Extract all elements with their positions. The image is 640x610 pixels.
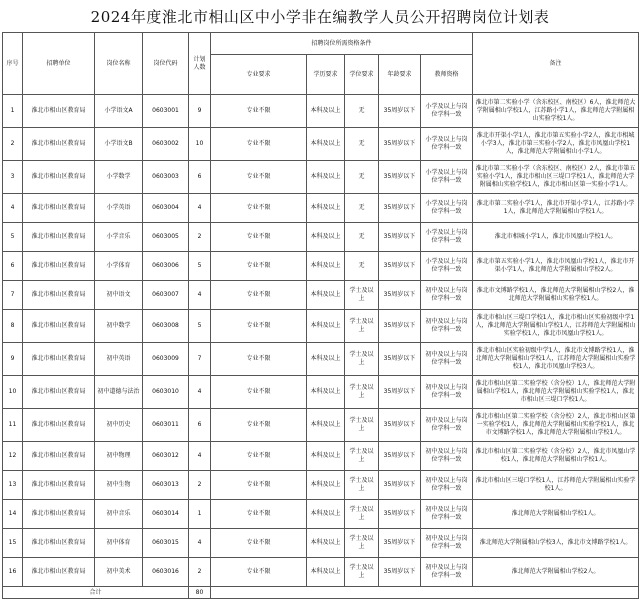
cell-post: 小学语文A [95, 95, 143, 128]
cell-degree: 无 [345, 128, 379, 161]
cell-major: 专业不限 [211, 343, 307, 376]
cell-count: 4 [189, 442, 211, 471]
cell-code: 0603014 [143, 500, 189, 529]
table-row [3, 223, 639, 252]
cell-education: 本科及以上 [307, 128, 345, 161]
cell-age: 35周岁以下 [379, 95, 421, 128]
cell-major: 专业不限 [211, 558, 307, 587]
cell-age: 35周岁以下 [379, 310, 421, 343]
cell-code: 0603002 [143, 128, 189, 161]
cell-code: 0603003 [143, 161, 189, 194]
table-row [3, 409, 639, 442]
cell-note: 淮北市第五实验小学1人，淮北市凤凰山学校1人，淮北市开渠小学1人，淮北师范大学附属相山学校2人。 [473, 252, 639, 281]
table-row [3, 281, 639, 310]
cell-note: 淮北师范大学附属相山学校2人。 [473, 558, 639, 587]
cell-cert: 初中及以上与岗位学科一致 [421, 310, 473, 343]
cell-post: 初中美术 [95, 558, 143, 587]
cell-cert: 小学及以上与岗位学科一致 [421, 194, 473, 223]
cell-seq: 14 [3, 500, 23, 529]
cell-degree: 无 [345, 194, 379, 223]
cell-seq: 10 [3, 376, 23, 409]
cell-education: 本科及以上 [307, 558, 345, 587]
cell-seq: 6 [3, 252, 23, 281]
header-seq: 序号 [3, 33, 23, 95]
cell-unit: 淮北市相山区教育局 [23, 409, 95, 442]
header-education: 学历要求 [307, 55, 345, 95]
cell-seq: 8 [3, 310, 23, 343]
cell-post: 小学音乐 [95, 223, 143, 252]
total-count: 80 [189, 587, 211, 599]
cell-seq: 12 [3, 442, 23, 471]
cell-age: 35周岁以下 [379, 161, 421, 194]
cell-major: 专业不限 [211, 376, 307, 409]
header-note: 备注 [473, 33, 639, 95]
cell-seq: 4 [3, 194, 23, 223]
cell-post: 初中语文 [95, 281, 143, 310]
table-row [3, 343, 639, 376]
cell-degree: 学士及以上 [345, 442, 379, 471]
cell-code: 0603005 [143, 223, 189, 252]
cell-major: 专业不限 [211, 161, 307, 194]
header-teacher-cert: 教师资格 [421, 55, 473, 95]
page-title: 2024年度淮北市相山区中小学非在编教学人员公开招聘岗位计划表 [90, 8, 550, 26]
cell-count: 4 [189, 529, 211, 558]
cell-note: 淮北市开渠小学1人，淮北市第五实验小学2人，淮北市相城小学3人，淮北市第三实验小学2人，淮北市凤凰山学校1人，淮北师范大学附属相山小学1人。 [473, 128, 639, 161]
table-header [3, 33, 639, 95]
cell-code: 0603016 [143, 558, 189, 587]
cell-major: 专业不限 [211, 223, 307, 252]
cell-age: 35周岁以下 [379, 442, 421, 471]
cell-cert: 小学及以上与岗位学科一致 [421, 252, 473, 281]
header-conditions: 招聘岗位所需资格条件 [211, 33, 473, 55]
cell-count: 6 [189, 161, 211, 194]
cell-seq: 15 [3, 529, 23, 558]
table-row [3, 128, 639, 161]
cell-degree: 学士及以上 [345, 409, 379, 442]
header-post-code: 岗位代码 [143, 33, 189, 95]
cell-post: 初中英语 [95, 343, 143, 376]
table-row [3, 95, 639, 128]
header-post-name: 岗位名称 [95, 33, 143, 95]
cell-age: 35周岁以下 [379, 343, 421, 376]
cell-major: 专业不限 [211, 500, 307, 529]
cell-education: 本科及以上 [307, 223, 345, 252]
cell-unit: 淮北市相山区教育局 [23, 310, 95, 343]
cell-unit: 淮北市相山区教育局 [23, 558, 95, 587]
cell-seq: 9 [3, 343, 23, 376]
cell-education: 本科及以上 [307, 161, 345, 194]
cell-count: 2 [189, 223, 211, 252]
table-body [3, 95, 639, 599]
cell-note: 淮北市第二实验小学（含东校区、南校区）6人，淮北师范大学附属相山学校1人，江苏路小学1人，淮北师范大学附属相山实验学校1人。 [473, 95, 639, 128]
table-row [3, 310, 639, 343]
cell-note: 淮北市相山区三堤口学校1人，江苏师范大学附属相山实验学校1人。 [473, 471, 639, 500]
cell-age: 35周岁以下 [379, 223, 421, 252]
cell-education: 本科及以上 [307, 529, 345, 558]
table-row [3, 558, 639, 587]
cell-count: 5 [189, 310, 211, 343]
cell-post: 小学英语 [95, 194, 143, 223]
cell-code: 0603004 [143, 194, 189, 223]
table-row [3, 500, 639, 529]
cell-education: 本科及以上 [307, 471, 345, 500]
cell-unit: 淮北市相山区教育局 [23, 95, 95, 128]
recruitment-table [2, 32, 639, 599]
cell-post: 初中体育 [95, 529, 143, 558]
cell-degree: 学士及以上 [345, 310, 379, 343]
cell-post: 初中道德与法治 [95, 376, 143, 409]
cell-major: 专业不限 [211, 95, 307, 128]
header-major: 专业要求 [211, 55, 307, 95]
cell-count: 2 [189, 471, 211, 500]
cell-major: 专业不限 [211, 128, 307, 161]
cell-cert: 初中及以上与岗位学科一致 [421, 343, 473, 376]
cell-education: 本科及以上 [307, 310, 345, 343]
cell-age: 35周岁以下 [379, 471, 421, 500]
cell-education: 本科及以上 [307, 343, 345, 376]
cell-note: 淮北市相山区第二实验学校（含分校）2人，淮北市相山区第一实验学校1人，淮北师范大学附属相山实验学校1人，淮北市文博路学校1人，淮北师范大学附属相山学校1人。 [473, 409, 639, 442]
cell-cert: 小学及以上与岗位学科一致 [421, 128, 473, 161]
cell-age: 35周岁以下 [379, 529, 421, 558]
cell-cert: 小学及以上与岗位学科一致 [421, 223, 473, 252]
table-row [3, 252, 639, 281]
cell-degree: 无 [345, 223, 379, 252]
cell-education: 本科及以上 [307, 500, 345, 529]
cell-code: 0603001 [143, 95, 189, 128]
cell-age: 35周岁以下 [379, 252, 421, 281]
total-label: 合计 [3, 587, 189, 599]
cell-unit: 淮北市相山区教育局 [23, 471, 95, 500]
header-degree: 学位要求 [345, 55, 379, 95]
cell-age: 35周岁以下 [379, 409, 421, 442]
cell-cert: 初中及以上与岗位学科一致 [421, 442, 473, 471]
cell-unit: 淮北市相山区教育局 [23, 343, 95, 376]
cell-degree: 学士及以上 [345, 471, 379, 500]
cell-cert: 初中及以上与岗位学科一致 [421, 529, 473, 558]
cell-count: 5 [189, 252, 211, 281]
cell-age: 35周岁以下 [379, 558, 421, 587]
total-blank [211, 587, 639, 599]
cell-unit: 淮北市相山区教育局 [23, 442, 95, 471]
header-age: 年龄要求 [379, 55, 421, 95]
cell-degree: 无 [345, 161, 379, 194]
cell-post: 初中音乐 [95, 500, 143, 529]
cell-unit: 淮北市相山区教育局 [23, 161, 95, 194]
cell-degree: 学士及以上 [345, 500, 379, 529]
table-row [3, 194, 639, 223]
cell-major: 专业不限 [211, 409, 307, 442]
cell-unit: 淮北市相山区教育局 [23, 194, 95, 223]
cell-education: 本科及以上 [307, 95, 345, 128]
cell-post: 初中历史 [95, 409, 143, 442]
cell-unit: 淮北市相山区教育局 [23, 128, 95, 161]
cell-code: 0603006 [143, 252, 189, 281]
total-row [3, 587, 639, 599]
header-count: 计划人数 [189, 33, 211, 95]
cell-education: 本科及以上 [307, 281, 345, 310]
cell-unit: 淮北市相山区教育局 [23, 281, 95, 310]
cell-degree: 学士及以上 [345, 376, 379, 409]
cell-seq: 16 [3, 558, 23, 587]
cell-post: 小学体育 [95, 252, 143, 281]
cell-cert: 小学及以上与岗位学科一致 [421, 161, 473, 194]
cell-age: 35周岁以下 [379, 376, 421, 409]
cell-note: 淮北市相山区三堤口学校1人，淮北市相山区实验初级中学1人，淮北师范大学附属相山学校1人，江苏师范大学附属相山实验学校1人，淮北市凤凰山学校1人。 [473, 310, 639, 343]
cell-count: 4 [189, 281, 211, 310]
cell-code: 0603008 [143, 310, 189, 343]
cell-count: 7 [189, 343, 211, 376]
cell-post: 小学语文B [95, 128, 143, 161]
cell-note: 淮北市相城小学1人，淮北市凤凰山学校1人。 [473, 223, 639, 252]
cell-degree: 学士及以上 [345, 281, 379, 310]
cell-code: 0603010 [143, 376, 189, 409]
table-row [3, 442, 639, 471]
cell-note: 淮北市相山区实验初级中学1人，淮北市文博路学校1人，淮北师范大学附属相山学校1人，江苏师范大学附属相山实验学校1人，淮北市凤凰山学校3人。 [473, 343, 639, 376]
cell-degree: 无 [345, 252, 379, 281]
cell-unit: 淮北市相山区教育局 [23, 500, 95, 529]
cell-major: 专业不限 [211, 471, 307, 500]
cell-post: 小学数学 [95, 161, 143, 194]
cell-note: 淮北师范大学附属相山学校3人，淮北市文博路学校1人。 [473, 529, 639, 558]
cell-education: 本科及以上 [307, 194, 345, 223]
cell-seq: 3 [3, 161, 23, 194]
cell-note: 淮北市文博路学校1人，淮北师范大学附属相山学校2人，淮北师范大学附属相山实验学校1人。 [473, 281, 639, 310]
cell-note: 淮北市相山区第二实验学校（含分校）2人，淮北市凤凰山学校1人，淮北师范大学附属相山学校1人。 [473, 442, 639, 471]
cell-degree: 学士及以上 [345, 343, 379, 376]
cell-post: 初中物理 [95, 442, 143, 471]
cell-note: 淮北市第二实验小学（含东校区、南校区）2人，淮北市第五实验小学1人，淮北市相山区三堤口学校1人，淮北师范大学附属相山实验学校1人，淮北市相山区第一实验小学1人。 [473, 161, 639, 194]
cell-unit: 淮北市相山区教育局 [23, 376, 95, 409]
cell-major: 专业不限 [211, 252, 307, 281]
cell-count: 1 [189, 500, 211, 529]
cell-seq: 1 [3, 95, 23, 128]
cell-education: 本科及以上 [307, 409, 345, 442]
cell-degree: 学士及以上 [345, 558, 379, 587]
table-row [3, 471, 639, 500]
cell-count: 9 [189, 95, 211, 128]
table-row [3, 161, 639, 194]
cell-code: 0603009 [143, 343, 189, 376]
cell-seq: 13 [3, 471, 23, 500]
cell-post: 初中生物 [95, 471, 143, 500]
cell-education: 本科及以上 [307, 376, 345, 409]
cell-count: 10 [189, 128, 211, 161]
cell-count: 4 [189, 376, 211, 409]
cell-cert: 初中及以上与岗位学科一致 [421, 409, 473, 442]
cell-age: 35周岁以下 [379, 194, 421, 223]
cell-age: 35周岁以下 [379, 500, 421, 529]
cell-cert: 小学及以上与岗位学科一致 [421, 95, 473, 128]
cell-cert: 初中及以上与岗位学科一致 [421, 376, 473, 409]
cell-code: 0603013 [143, 471, 189, 500]
cell-cert: 初中及以上与岗位学科一致 [421, 500, 473, 529]
cell-note: 淮北市第二实验小学1人，淮北市开渠小学1人，江苏路小学1人，淮北师范大学附属相山学校1人。 [473, 194, 639, 223]
cell-code: 0603015 [143, 529, 189, 558]
header-unit: 招聘单位 [23, 33, 95, 95]
cell-seq: 11 [3, 409, 23, 442]
cell-code: 0603011 [143, 409, 189, 442]
cell-unit: 淮北市相山区教育局 [23, 529, 95, 558]
cell-seq: 7 [3, 281, 23, 310]
cell-major: 专业不限 [211, 310, 307, 343]
cell-code: 0603012 [143, 442, 189, 471]
cell-major: 专业不限 [211, 281, 307, 310]
cell-cert: 初中及以上与岗位学科一致 [421, 471, 473, 500]
table-row [3, 376, 639, 409]
cell-cert: 初中及以上与岗位学科一致 [421, 281, 473, 310]
cell-note: 淮北师范大学附属相山学校1人。 [473, 500, 639, 529]
cell-seq: 5 [3, 223, 23, 252]
table-row [3, 529, 639, 558]
cell-unit: 淮北市相山区教育局 [23, 252, 95, 281]
cell-age: 35周岁以下 [379, 281, 421, 310]
cell-seq: 2 [3, 128, 23, 161]
cell-major: 专业不限 [211, 529, 307, 558]
cell-degree: 无 [345, 95, 379, 128]
cell-major: 专业不限 [211, 194, 307, 223]
cell-cert: 初中及以上与岗位学科一致 [421, 558, 473, 587]
cell-degree: 学士及以上 [345, 529, 379, 558]
cell-major: 专业不限 [211, 442, 307, 471]
cell-unit: 淮北市相山区教育局 [23, 223, 95, 252]
cell-age: 35周岁以下 [379, 128, 421, 161]
cell-count: 4 [189, 194, 211, 223]
cell-count: 6 [189, 409, 211, 442]
cell-count: 2 [189, 558, 211, 587]
cell-education: 本科及以上 [307, 252, 345, 281]
cell-education: 本科及以上 [307, 442, 345, 471]
cell-post: 初中数学 [95, 310, 143, 343]
cell-code: 0603007 [143, 281, 189, 310]
cell-note: 淮北市相山区第二实验学校（含分校）1人，淮北师范大学附属相山学校1人，淮北师范大学附属相山实验学校1人，淮北市相山区三堤口学校1人。 [473, 376, 639, 409]
